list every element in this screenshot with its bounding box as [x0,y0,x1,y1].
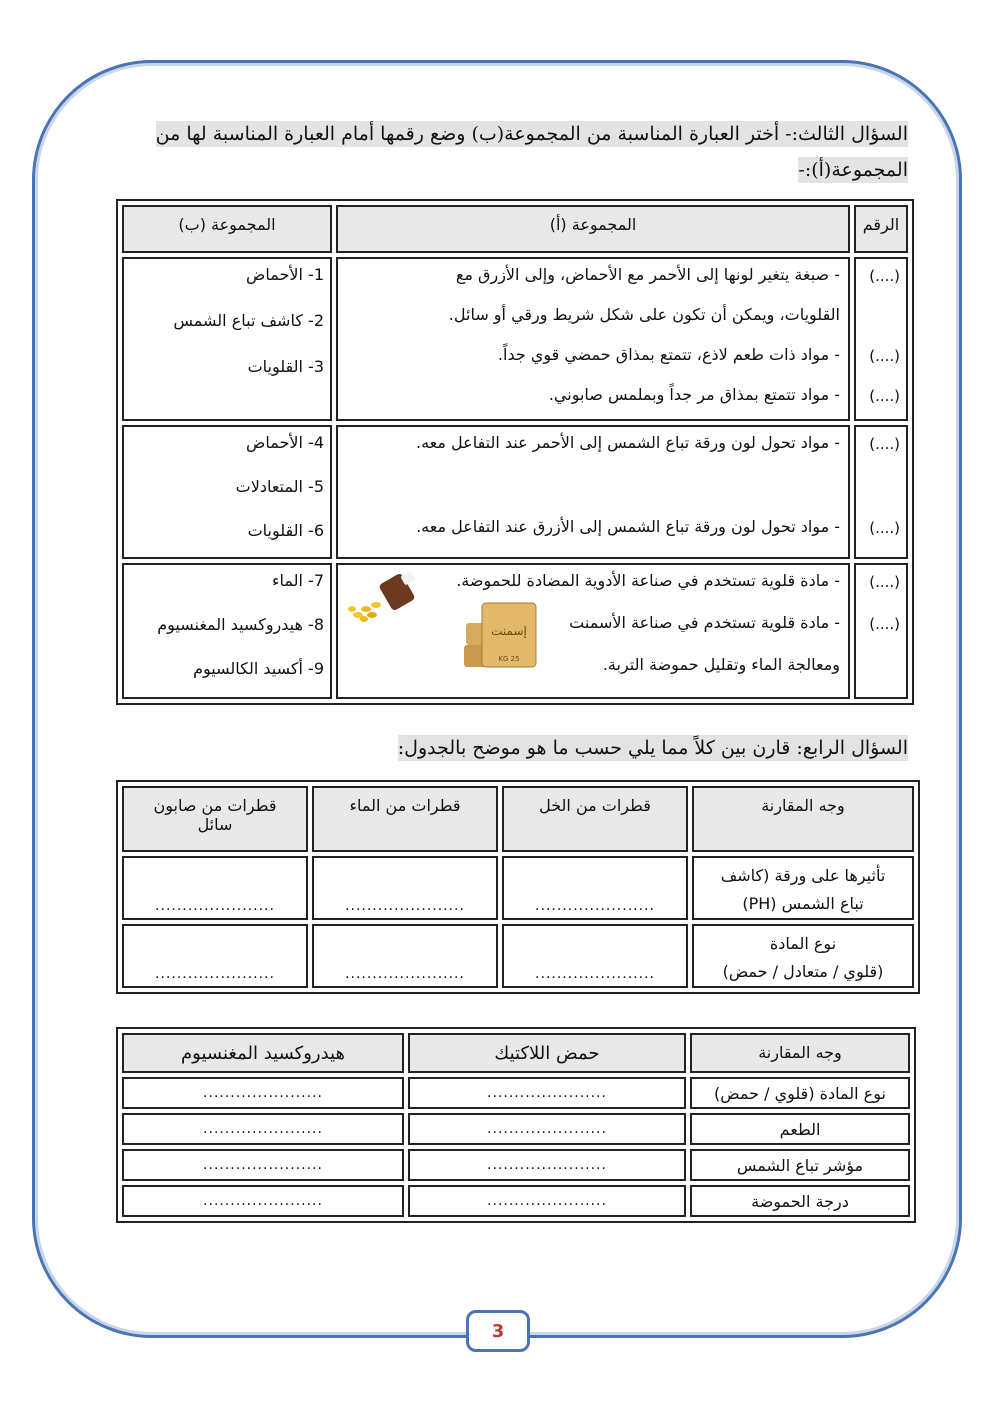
statement: - مادة قلوية تستخدم في صناعة الأدوية المضادة للحموضة. [456,571,840,590]
header-group-b: المجموعة (ب) [122,205,332,253]
bag-label: إسمنت [491,624,527,638]
header-water: قطرات من الماء [312,786,498,852]
answer-blank[interactable]: ...................... [502,924,688,988]
statement: ومعالجة الماء وتقليل حموضة التربة. [602,655,840,674]
header-group-a: المجموعة (أ) [336,205,850,253]
answer-blank[interactable]: ...................... [122,924,308,988]
answer-blank[interactable]: ...................... [408,1113,686,1145]
answer-slot[interactable]: (....) [869,615,900,633]
statement: - مادة قلوية تستخدم في صناعة الأسمنت [569,613,840,632]
answer-blank[interactable]: ...................... [312,924,498,988]
option: 9- أكسيد الكالسيوم [193,659,324,678]
row-label-litmus-indicator: مؤشر تباع الشمس [690,1149,910,1181]
row-label-type: نوع المادة (قلوي / حمض) [690,1077,910,1109]
statement: - مواد ذات طعم لاذع، تتمتع بمذاق حمضي قوي جداً. [497,345,840,364]
row-label-taste: الطعم [690,1113,910,1145]
bag-weight: 25 KG [498,655,520,663]
comparison-table-2 [116,1027,916,1223]
header-soap: قطرات من صابون سائل [122,786,308,852]
option: 4- الأحماض [246,433,324,452]
answer-slot[interactable]: (....) [869,519,900,537]
q4-heading: السؤال الرابع: قارن بين كلاً مما يلي حسب ما هو موضح بالجدول: [397,737,908,759]
block1-group-a [336,257,850,421]
option: 7- الماء [271,571,324,590]
answer-blank[interactable]: ...................... [408,1185,686,1217]
option: 1- الأحماض [246,265,324,284]
answer-blank[interactable]: ...................... [122,856,308,920]
answer-blank[interactable]: ...................... [122,1113,404,1145]
option: 5- المتعادلات [235,477,324,496]
answer-blank[interactable]: ...................... [122,1149,404,1181]
statement: - مواد تتمتع بمذاق مر جداً وبملمس صابوني. [548,385,840,404]
statement: القلويات، ويمكن أن تكون على شكل شريط ورقي أو سائل. [448,305,840,324]
block3-number-cell [854,563,908,699]
row-label-acidity: درجة الحموضة [690,1185,910,1217]
header-number: الرقم [854,205,908,253]
option: 6- القلويات [247,521,324,540]
option: 2- كاشف تباع الشمس [173,311,324,330]
row-label-substance-type: نوع المادة (قلوي / متعادل / حمض) [692,924,914,988]
cement-bags-icon [458,601,540,671]
answer-slot[interactable]: (....) [869,387,900,405]
q3-heading-line1: السؤال الثالث:- أختر العبارة المناسبة من المجموعة(ب) وضع رقمها أمام العبارة المناسبة لها من [155,123,908,145]
answer-blank[interactable]: ...................... [122,1185,404,1217]
header-vinegar: قطرات من الخل [502,786,688,852]
block1-group-b [122,257,332,421]
option: 8- هيدروكسيد المغنسيوم [157,615,324,634]
block2-group-b [122,425,332,559]
header-comparison: وجه المقارنة [692,786,914,852]
answer-blank[interactable]: ...................... [408,1077,686,1109]
answer-slot[interactable]: (....) [869,435,900,453]
header-comparison: وجه المقارنة [690,1033,910,1073]
answer-blank[interactable]: ...................... [312,856,498,920]
q3-heading [108,116,908,188]
statement: - مواد تحول لون ورقة تباع الشمس إلى الأزرق عند التفاعل معه. [416,517,840,536]
answer-slot[interactable]: (....) [869,573,900,591]
answer-blank[interactable]: ...................... [122,1077,404,1109]
header-lactic-acid: حمض اللاكتيك [408,1033,686,1073]
comparison-table-1 [116,780,920,994]
row-label-litmus-effect: تأثيرها على ورقة (كاشف تباع الشمس (PH) [692,856,914,920]
block3-group-b [122,563,332,699]
answer-blank[interactable]: ...................... [408,1149,686,1181]
block2-number-cell [854,425,908,559]
answer-slot[interactable]: (....) [869,347,900,365]
medicine-bottle-icon [346,571,420,625]
answer-slot[interactable]: (....) [869,267,900,285]
statement: - صبغة يتغير لونها إلى الأحمر مع الأحماض، وإلى الأزرق مع [455,265,840,284]
block3-group-a [336,563,850,699]
q3-heading-line2: المجموعة(أ):- [798,159,908,181]
page-number: 3 [466,1310,530,1352]
option: 3- القلويات [247,357,324,376]
matching-table [116,199,914,705]
block1-number-cell [854,257,908,421]
statement: - مواد تحول لون ورقة تباع الشمس إلى الأحمر عند التفاعل معه. [415,433,840,452]
answer-blank[interactable]: ...................... [502,856,688,920]
header-magnesium-hydroxide: هيدروكسيد المغنسيوم [122,1033,404,1073]
block2-group-a [336,425,850,559]
